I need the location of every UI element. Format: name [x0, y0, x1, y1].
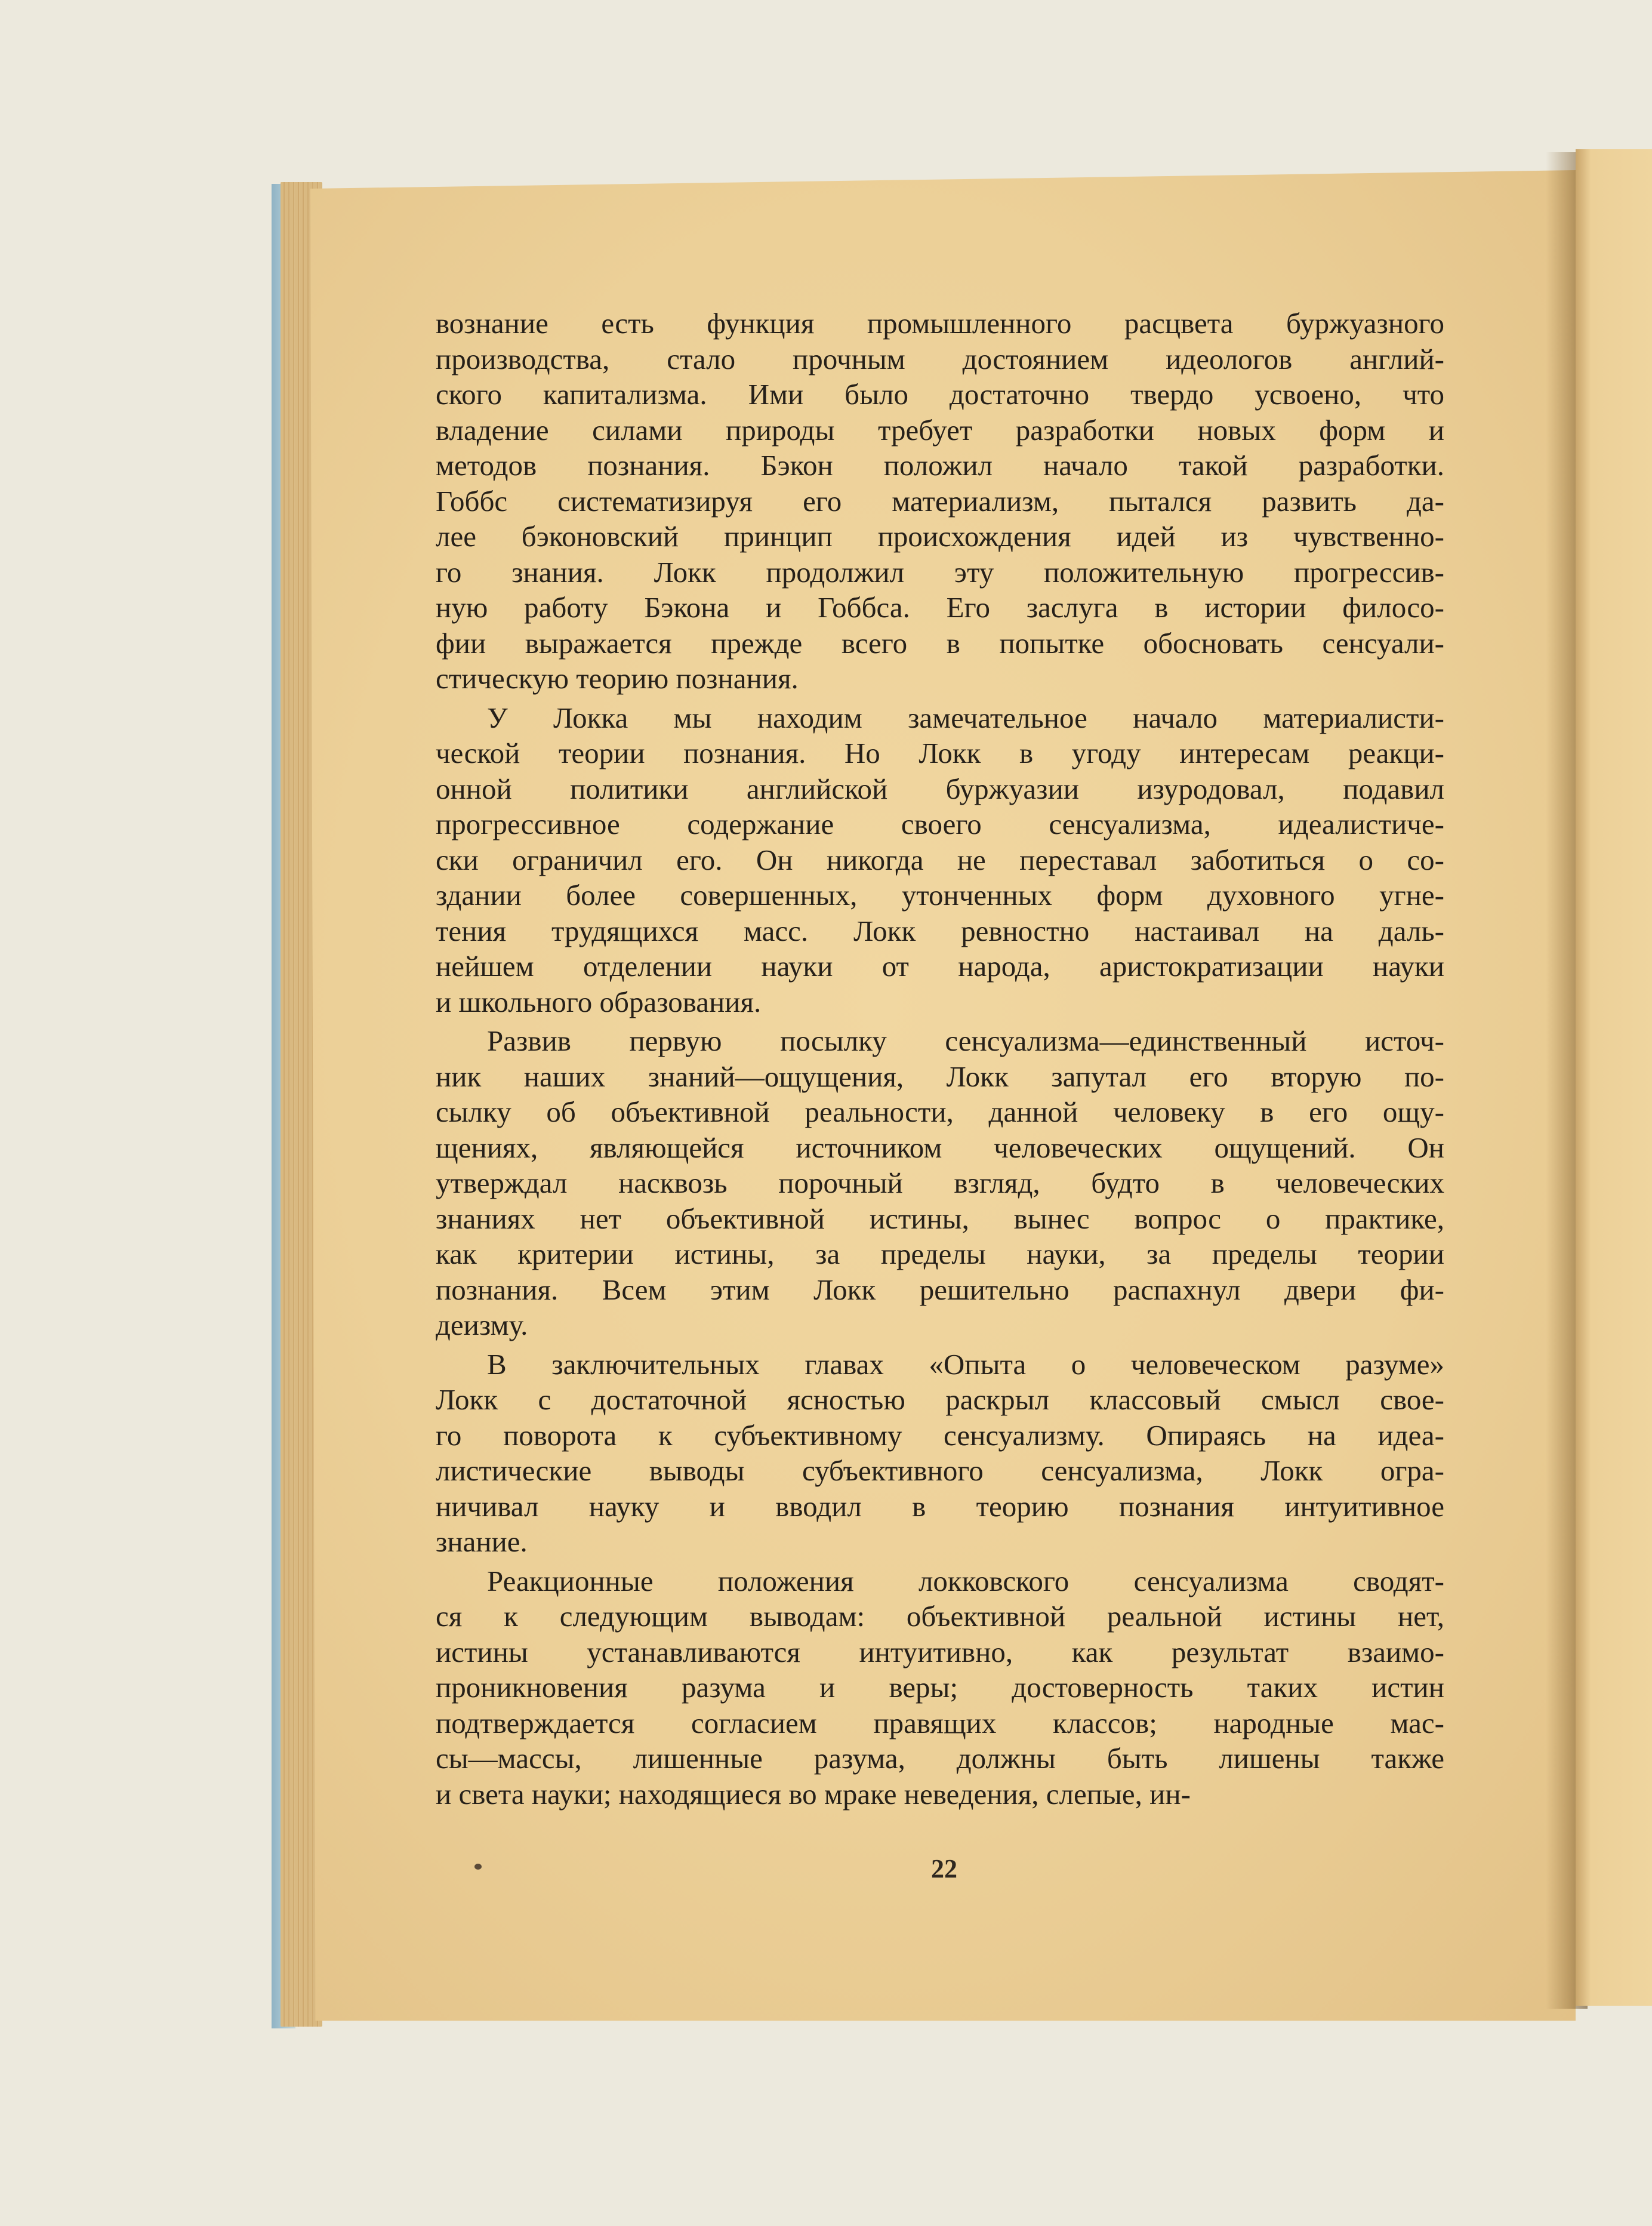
text-line: Гоббс систематизируя его материализм, пытался развить да- [436, 484, 1444, 518]
text-line: ского капитализма. Ими было достаточно твердо усвоено, что [436, 378, 1444, 411]
text-line: Реакционные положения локковского сенсуализма сводят- [487, 1564, 1444, 1597]
paragraph [436, 1023, 1444, 1343]
text-line: деизму. [436, 1308, 528, 1341]
text-line: проникновения разума и веры; достоверность таких истин [436, 1671, 1444, 1704]
text-line: го поворота к субъективному сенсуализму. Опираясь на идеа- [436, 1418, 1444, 1452]
text-line: сылку об объективной реальности, данной человеку в его ощу- [436, 1095, 1444, 1128]
text-line: и школьного образования. [436, 985, 762, 1018]
text-line: познания. Всем этим Локк решительно распахнул двери фи- [436, 1273, 1444, 1306]
text-line: тения трудящихся масс. Локк ревностно настаивал на даль- [436, 914, 1444, 947]
paragraph [436, 306, 1444, 697]
book-page-right-edge [1576, 149, 1652, 2006]
page-text [436, 306, 1444, 1812]
page-number: 22 [931, 1854, 957, 1883]
text-line: ничивал науку и вводил в теорию познания интуитивное [436, 1489, 1444, 1523]
text-line: и света науки; находящиеся во мраке неведения, слепые, ин- [436, 1777, 1191, 1811]
text-line: У Локка мы находим замечательное начало материалисти- [487, 701, 1444, 734]
text-line: ник наших знаний—ощущения, Локк запутал его вторую по- [436, 1060, 1444, 1093]
text-line: онной политики английской буржуазии изуродовал, подавил [436, 772, 1444, 805]
text-line: ски ограничил его. Он никогда не переставал заботиться о со- [436, 843, 1444, 876]
text-line: истины устанавливаются интуитивно, как результат взаимо- [436, 1635, 1444, 1668]
text-line: знаниях нет объективной истины, вынес вопрос о практике, [436, 1202, 1444, 1235]
paragraph [436, 700, 1444, 1020]
text-line: листические выводы субъективного сенсуализма, Локк огра- [436, 1454, 1444, 1487]
text-line: здании более совершенных, утонченных форм духовного угне- [436, 879, 1444, 912]
text-line: производства, стало прочным достоянием идеологов англий- [436, 342, 1444, 375]
text-line: лее бэконовский принцип происхождения идей из чувственно- [436, 520, 1444, 553]
text-line: щениях, являющейся источником человеческих ощущений. Он [436, 1131, 1444, 1164]
text-line: как критерии истины, за пределы науки, за пределы теории [436, 1237, 1444, 1270]
text-line: Локк с достаточной ясностью раскрыл классовый смысл свое- [436, 1383, 1444, 1416]
text-line: Развив первую посылку сенсуализма—единственный источ- [487, 1024, 1444, 1057]
text-line: владение силами природы требует разработки новых форм и [436, 413, 1444, 447]
ink-mark [474, 1864, 482, 1870]
text-line: ную работу Бэкона и Гоббса. Его заслуга в истории филосо- [436, 591, 1444, 624]
text-line: ся к следующим выводам: объективной реальной истины нет, [436, 1600, 1444, 1633]
text-line: методов познания. Бэкон положил начало такой разработки. [436, 449, 1444, 482]
text-line: В заключительных главах «Опыта о человеческом разуме» [487, 1347, 1444, 1381]
text-line: фии выражается прежде всего в попытке обосновать сенсуали- [436, 626, 1444, 660]
paragraph [436, 1563, 1444, 1812]
text-line: нейшем отделении науки от народа, аристократизации науки [436, 950, 1444, 983]
text-line: го знания. Локк продолжил эту положительную прогрессив- [436, 555, 1444, 589]
text-line: знание. [436, 1525, 528, 1558]
text-line: сы—массы, лишенные разума, должны быть лишены также [436, 1742, 1444, 1775]
text-line: подтверждается согласием правящих классов; народные мас- [436, 1706, 1444, 1739]
paragraph [436, 1347, 1444, 1560]
text-line: утверждал насквозь порочный взгляд, будто в человеческих [436, 1166, 1444, 1199]
text-line: ческой теории познания. Но Локк в угоду интересам реакци- [436, 737, 1444, 769]
text-line: вознание есть функция промышленного расцвета буржуазного [436, 307, 1444, 340]
text-line: стическую теорию познания. [436, 662, 799, 695]
text-line: прогрессивное содержание своего сенсуализма, идеалистиче- [436, 808, 1444, 840]
